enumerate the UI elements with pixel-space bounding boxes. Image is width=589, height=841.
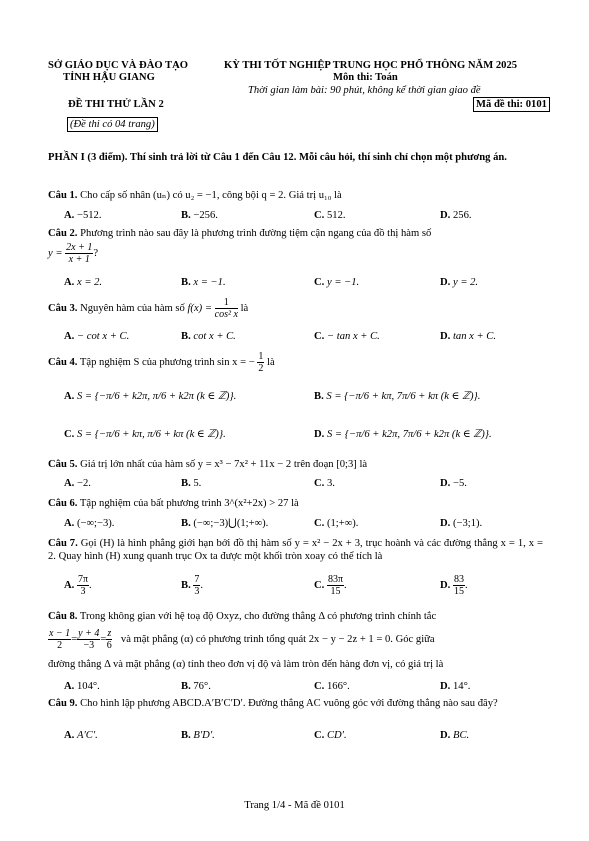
part1-title: PHẦN I (3 điểm). Thí sinh trả lời từ Câu 1 đến Câu 12. Mỗi câu hỏi, thí sinh chỉ chọn một phương án.: [48, 152, 507, 163]
q7-option-a: A. $\frac{7\pi}{3}$ .: [64, 574, 92, 597]
option-text: S = {−π/6 + k2π, π/6 + k2π (k ∈ ℤ)}.: [76, 391, 237, 402]
q1-text: Cho cấp số nhân (uₙ) có u₂ = −1, công bội q = 2. Giá trị u₁₀ là: [80, 190, 342, 201]
q5-text: Giá trị lớn nhất của hàm số y = x³ − 7x² + 11x − 2 trên đoạn [0;3] là: [80, 459, 368, 470]
q3-f: f(x) =: [187, 302, 212, 314]
option-text: y = −1.: [326, 277, 360, 288]
q2-option-a: [64, 276, 102, 289]
option-text: 3.: [326, 478, 335, 489]
option-text: − cot x + C.: [76, 331, 130, 342]
option-letter: A.: [64, 210, 75, 221]
numerator: z: [107, 628, 112, 639]
q2-text: Phương trình nào sau đây là phương trình đường tiệm cận ngang của đồ thị hàm số: [80, 228, 432, 239]
q6-label: Câu 6.: [48, 498, 78, 509]
q7-text: Gọi (H) là hình phẳng giới hạn bởi đồ thị hàm số y = x² − 2x + 3, trục hoành và các đường thẳng x = 1, x = 2. Quay hình (H) xung quanh trục Ox ta được một khối tròn xoay có thể tích là: [48, 538, 543, 563]
province-name: TỈNH HẬU GIANG: [63, 72, 155, 83]
option-text: BC.: [452, 730, 470, 741]
numerator: 2x + 1: [66, 242, 93, 253]
option-letter: A.: [64, 277, 75, 288]
question-8: [48, 610, 543, 623]
option-letter: D.: [440, 210, 451, 221]
q6-option-b: [181, 517, 268, 530]
denominator: 2: [57, 640, 63, 651]
numerator: 7: [194, 574, 200, 585]
option-text: (−3;1).: [452, 518, 483, 529]
q7-label: Câu 7.: [48, 538, 78, 549]
q5-option-a: [64, 477, 91, 490]
option-letter: D.: [440, 331, 451, 342]
numerator: 83π: [327, 574, 344, 585]
q2-option-b: [181, 276, 226, 289]
subject-line: Môn thi: Toán: [333, 72, 398, 83]
option-letter: A.: [64, 391, 75, 402]
option-letter: B.: [314, 391, 324, 402]
question-2: [48, 227, 543, 240]
q4-end: là: [267, 356, 275, 368]
q2-y: y =: [48, 247, 63, 259]
exam-type: ĐỀ THI THỬ LẦN 2: [68, 99, 164, 110]
q1-option-a: [64, 209, 101, 222]
q5-label: Câu 5.: [48, 459, 78, 470]
option-letter: D.: [440, 681, 451, 692]
option-letter: D.: [314, 429, 325, 440]
time-line: Thời gian làm bài: 90 phút, không kể thời gian giao đề: [248, 85, 481, 96]
page-footer: Trang 1/4 - Mã đề 0101: [244, 800, 345, 811]
q8-fraction-y: [77, 628, 100, 651]
q1-option-b: [181, 209, 218, 222]
option-text: 166°.: [326, 681, 350, 692]
q6-option-a: [64, 517, 114, 530]
option-text: cot x + C.: [193, 331, 236, 342]
q4-option-c: [64, 428, 226, 441]
option-letter: A.: [64, 730, 75, 741]
q8-fraction-z: [106, 628, 112, 651]
option-text: CD′.: [326, 730, 347, 741]
question-9: [48, 697, 543, 710]
option-letter: A.: [64, 681, 75, 692]
option-text: x = 2.: [76, 277, 103, 288]
q3-end: là: [240, 302, 249, 314]
option-letter: D.: [440, 478, 451, 489]
option-text: 5.: [193, 478, 202, 489]
q5-option-d: [440, 477, 467, 490]
option-letter: C.: [314, 331, 325, 342]
q3-option-b: [181, 330, 236, 343]
q8-option-c: [314, 680, 350, 693]
q3-option-d: [440, 330, 496, 343]
option-letter: C.: [314, 277, 325, 288]
option-text: 14°.: [452, 681, 471, 692]
exam-code: Mã đề thi: 0101: [473, 97, 550, 112]
option-text: tan x + C.: [452, 331, 497, 342]
numerator: y + 4: [78, 628, 100, 639]
q9-option-c: [314, 729, 347, 742]
q6-text: Tập nghiệm của bất phương trình 3^(x²+2x) > 27 là: [79, 498, 299, 509]
option-letter: C.: [314, 210, 325, 221]
q1-option-c: [314, 209, 346, 222]
question-4: [48, 351, 275, 374]
question-1: [48, 189, 543, 202]
q9-option-a: [64, 729, 98, 742]
q8-label: Câu 8.: [48, 611, 78, 622]
q5-option-b: [181, 477, 201, 490]
option-letter: A.: [64, 579, 75, 591]
q2-option-c: [314, 276, 359, 289]
q9-text: Cho hình lập phương ABCD.A′B′C′D′. Đường thẳng AC vuông góc với đường thẳng nào sau đây?: [80, 698, 498, 709]
question-5: [48, 458, 543, 471]
q4-option-a: [64, 390, 236, 403]
q9-option-d: [440, 729, 469, 742]
option-text: S = {−π/6 + kπ, 7π/6 + kπ (k ∈ ℤ)}.: [326, 391, 481, 402]
numerator: x − 1: [49, 628, 71, 639]
option-letter: B.: [181, 579, 191, 591]
q4-label: Câu 4.: [48, 356, 78, 368]
exam-title: KỲ THI TỐT NGHIỆP TRUNG HỌC PHỔ THÔNG NĂM 2025: [224, 60, 518, 71]
option-text: x = −1.: [193, 277, 226, 288]
q7-option-d: D. $\frac{83}{15}$ .: [440, 574, 468, 597]
question-6: [48, 497, 543, 510]
denominator: cos² x: [214, 309, 238, 320]
denominator: 15: [330, 586, 341, 597]
dept-name: SỞ GIÁO DỤC VÀ ĐÀO TẠO: [48, 60, 188, 71]
q8-text1: Trong không gian với hệ toạ độ Oxyz, cho đường thẳng Δ có phương trình chính tắc: [79, 611, 437, 622]
q6-option-c: [314, 517, 358, 530]
option-text: 76°.: [193, 681, 211, 692]
q3-fraction: [215, 297, 238, 320]
q3-option-a: [64, 330, 129, 343]
q2-fraction: [65, 242, 93, 265]
option-letter: A.: [64, 331, 75, 342]
numerator: 7π: [77, 574, 89, 585]
q8-line3: đường thẳng Δ và mặt phẳng (α) tính theo đơn vị độ và làm tròn đến hàng đơn vị, có giá trị là: [48, 659, 444, 670]
option-text: A′C′.: [76, 730, 98, 741]
option-fraction: [327, 574, 344, 597]
denominator: 15: [453, 586, 464, 597]
option-letter: B.: [181, 210, 191, 221]
option-letter: A.: [64, 478, 75, 489]
q7-option-b: B. $\frac{7}{3}$ .: [181, 574, 204, 597]
option-text: −2.: [76, 478, 91, 489]
option-letter: C.: [314, 681, 325, 692]
q8-text2: và mặt phẳng (α) có phương trình tổng quát 2x − y − 2z + 1 = 0. Góc giữa: [120, 633, 435, 645]
q3-label: Câu 3.: [48, 302, 78, 314]
option-letter: C.: [314, 518, 325, 529]
denominator: 3: [194, 586, 200, 597]
q2-option-d: [440, 276, 478, 289]
option-text: B′D′.: [193, 730, 215, 741]
q3-text: Nguyên hàm của hàm số: [80, 302, 185, 314]
option-text: − tan x + C.: [326, 331, 380, 342]
q9-label: Câu 9.: [48, 698, 78, 709]
question-3: [48, 297, 248, 320]
q4-fraction: [257, 351, 264, 374]
option-text: (−∞;−3).: [76, 518, 115, 529]
option-letter: B.: [181, 331, 191, 342]
q8-option-d: [440, 680, 470, 693]
q1-option-d: [440, 209, 472, 222]
q5-option-c: [314, 477, 335, 490]
option-text: −256.: [193, 210, 218, 221]
option-letter: C.: [314, 478, 325, 489]
denominator: −3: [83, 640, 95, 651]
q2-label: Câu 2.: [48, 228, 78, 239]
q8-line2: $\frac{x - 1}{2}$ = $\frac{y + 4}{-3}$ = $\frac{z}{6}$ và mặt phẳng (α) có phương trình tổng quát 2x − y − 2z + 1 = 0. Góc giữa: [49, 628, 435, 651]
option-text: 104°.: [76, 681, 100, 692]
q2-mark: ?: [93, 247, 99, 259]
q6-option-d: [440, 517, 482, 530]
q4-text: Tập nghiệm S của phương trình sin x = −: [79, 356, 255, 368]
denominator: 6: [106, 640, 112, 651]
q4-option-b: [314, 390, 480, 403]
option-fraction: [77, 574, 89, 597]
question-7: [48, 537, 543, 563]
option-letter: D.: [440, 579, 451, 591]
denominator: 2: [258, 363, 264, 374]
numerator: 1: [215, 297, 238, 309]
option-letter: D.: [440, 730, 451, 741]
q7-option-c: C. $\frac{83\pi}{15}$ .: [314, 574, 347, 597]
numerator: 83: [453, 574, 464, 585]
option-text: S = {−π/6 + kπ, π/6 + kπ (k ∈ ℤ)}.: [76, 429, 226, 440]
option-letter: B.: [181, 518, 191, 529]
option-letter: A.: [64, 518, 75, 529]
denominator: 3: [80, 586, 86, 597]
option-text: 512.: [326, 210, 346, 221]
q8-option-b: [181, 680, 211, 693]
option-fraction: [193, 574, 200, 597]
option-letter: B.: [181, 681, 191, 692]
option-letter: B.: [181, 277, 191, 288]
option-text: 256.: [452, 210, 472, 221]
option-letter: B.: [181, 478, 191, 489]
option-fraction: [453, 574, 465, 597]
numerator: 1: [258, 351, 264, 362]
option-letter: D.: [440, 277, 451, 288]
option-letter: C.: [314, 730, 325, 741]
option-letter: D.: [440, 518, 451, 529]
denominator: x + 1: [68, 254, 90, 265]
q9-option-b: [181, 729, 215, 742]
q4-option-d: [314, 428, 492, 441]
option-text: (−∞;−3)⋃(1;+∞).: [193, 518, 269, 529]
option-text: S = {−π/6 + k2π, 7π/6 + k2π (k ∈ ℤ)}.: [326, 429, 492, 440]
pages-note: (Đề thi có 04 trang): [67, 117, 158, 132]
q2-formula: [48, 242, 98, 265]
option-letter: B.: [181, 730, 191, 741]
option-letter: C.: [64, 429, 75, 440]
q8-option-a: [64, 680, 100, 693]
option-letter: C.: [314, 579, 325, 591]
option-text: (1;+∞).: [326, 518, 359, 529]
option-text: y = 2.: [452, 277, 479, 288]
q3-option-c: [314, 330, 380, 343]
q1-label: Câu 1.: [48, 190, 78, 201]
option-text: −5.: [452, 478, 467, 489]
option-text: −512.: [76, 210, 102, 221]
q8-fraction-x: [48, 628, 71, 651]
